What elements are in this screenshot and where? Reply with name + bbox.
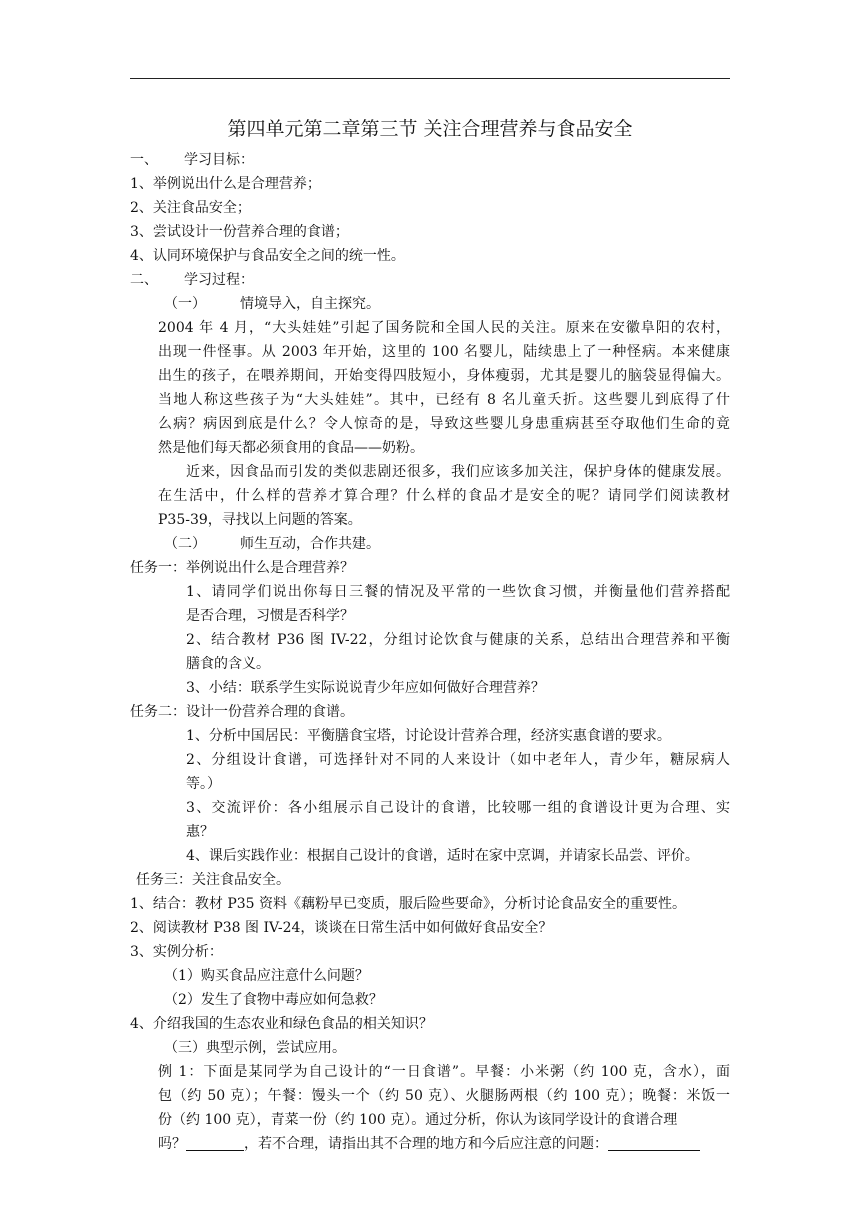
part-heading: 情境导入，自主探究。 <box>240 296 380 312</box>
example-line: 例 1：下面是某同学为自己设计的“一日食谱”。早餐：小米粥（约 100 克，含水），面 <box>158 1064 730 1080</box>
task-item-cont: 是否合理，习惯是否科学？ <box>186 608 354 624</box>
part-heading: （三）典型示例，尝试应用。 <box>164 1040 346 1056</box>
task-item: 1、请同学们说出你每日三餐的情况及平常的一些饮食习惯，并衡量他们营养搭配 <box>186 584 730 600</box>
answer-blank[interactable] <box>186 1136 244 1151</box>
goal-item: 2、关注食品安全； <box>130 200 251 216</box>
task-item-cont: 等。） <box>186 776 221 792</box>
answer-blank[interactable] <box>608 1136 700 1151</box>
page-title: 第四单元第二章第三节 关注合理营养与食品安全 <box>227 118 633 140</box>
part-number: （二） <box>164 536 206 552</box>
task-item: 4、课后实践作业：根据自己设计的食谱，适时在家中烹调，并请家长品尝、评价。 <box>186 848 699 864</box>
task-item: 3、交流评价：各小组展示自己设计的食谱，比较哪一组的食谱设计更为合理、实 <box>186 800 730 816</box>
story-line: 么病？病因到底是什么？令人惊奇的是，导致这些婴儿身患重病甚至夺取他们生命的竟 <box>158 416 730 432</box>
example-question <box>158 1136 700 1152</box>
task-item: 3、实例分析： <box>130 944 223 960</box>
task-item: 1、分析中国居民：平衡膳食宝塔，讨论设计营养合理，经济实惠食谱的要求。 <box>186 728 671 744</box>
story-line: 出生的孩子，在喂养期间，开始变得四肢短小，身体瘦弱，尤其是婴儿的脑袋显得偏大。 <box>158 368 730 384</box>
story-line: 近来，因食品而引发的类似悲剧还很多，我们应该多加关注，保护身体的健康发展。 <box>186 464 730 480</box>
task-item: 3、小结：联系学生实际说说青少年应如何做好合理营养？ <box>186 680 545 696</box>
goal-item: 1、举例说出什么是合理营养； <box>130 176 321 192</box>
task-title: 任务二：设计一份营养合理的食谱。 <box>130 704 354 720</box>
story-line: P35-39，寻找以上问题的答案。 <box>158 512 362 528</box>
example-line: 包（约 50 克）；午餐：馒头一个（约 50 克）、火腿肠两根（约 100 克）；晚餐：米饭一 <box>158 1088 730 1104</box>
task-item-cont: 膳食的含义。 <box>186 656 270 672</box>
example-question-a: 吗？ <box>158 1136 186 1152</box>
goal-item: 4、认同环境保护与食品安全之间的统一性。 <box>130 248 405 264</box>
part-heading: 师生互动，合作共建。 <box>240 536 380 552</box>
header-rule <box>130 78 730 79</box>
task-item-cont: 惠？ <box>186 824 214 840</box>
story-line: 然是他们每天都必须食用的食品——奶粉。 <box>158 440 424 456</box>
task-item: 4、介绍我国的生态农业和绿色食品的相关知识？ <box>130 1016 433 1032</box>
story-line: 2004 年 4 月，“大头娃娃”引起了国务院和全国人民的关注。原来在安徽阜阳的农村， <box>158 320 730 336</box>
task-item: 2、分组设计食谱，可选择针对不同的人来设计（如中老年人，青少年，糖尿病人 <box>186 752 730 768</box>
task-subitem: （2）发生了食物中毒应如何急救？ <box>164 992 383 1008</box>
section-heading: 学习过程： <box>184 272 254 288</box>
section-heading: 学习目标： <box>184 152 254 168</box>
task-title: 任务一：举例说出什么是合理营养？ <box>130 560 354 576</box>
part-number: （一） <box>164 296 206 312</box>
example-question-b: ，若不合理，请指出其不合理的地方和今后应注意的问题： <box>244 1136 608 1152</box>
task-item: 2、阅读教材 P38 图 IV-24，谈谈在日常生活中如何做好食品安全？ <box>130 920 553 936</box>
example-line: 份（约 100 克），青菜一份（约 100 克）。通过分析，你认为该同学设计的食谱合理 <box>158 1112 678 1128</box>
task-item: 1、结合：教材 P35 资料《藕粉早已变质，服后险些要命》，分析讨论食品安全的重要性。 <box>130 896 687 912</box>
task-title: 任务三：关注食品安全。 <box>136 872 290 888</box>
story-line: 当地人称这些孩子为“大头娃娃”。其中，已经有 8 名儿童夭折。这些婴儿到底得了什 <box>158 392 730 408</box>
goal-item: 3、尝试设计一份营养合理的食谱； <box>130 224 349 240</box>
task-subitem: （1）购买食品应注意什么问题？ <box>164 968 369 984</box>
section-number: 二、 <box>130 272 158 288</box>
story-line: 出现一件怪事。从 2003 年开始，这里的 100 名婴儿，陆续患上了一种怪病。本来健康 <box>158 344 730 360</box>
section-number: 一、 <box>130 152 158 168</box>
story-line: 在生活中，什么样的营养才算合理？什么样的食品才是安全的呢？请同学们阅读教材 <box>158 488 730 504</box>
task-item: 2、结合教材 P36 图 IV-22，分组讨论饮食与健康的关系，总结出合理营养和平衡 <box>186 632 730 648</box>
